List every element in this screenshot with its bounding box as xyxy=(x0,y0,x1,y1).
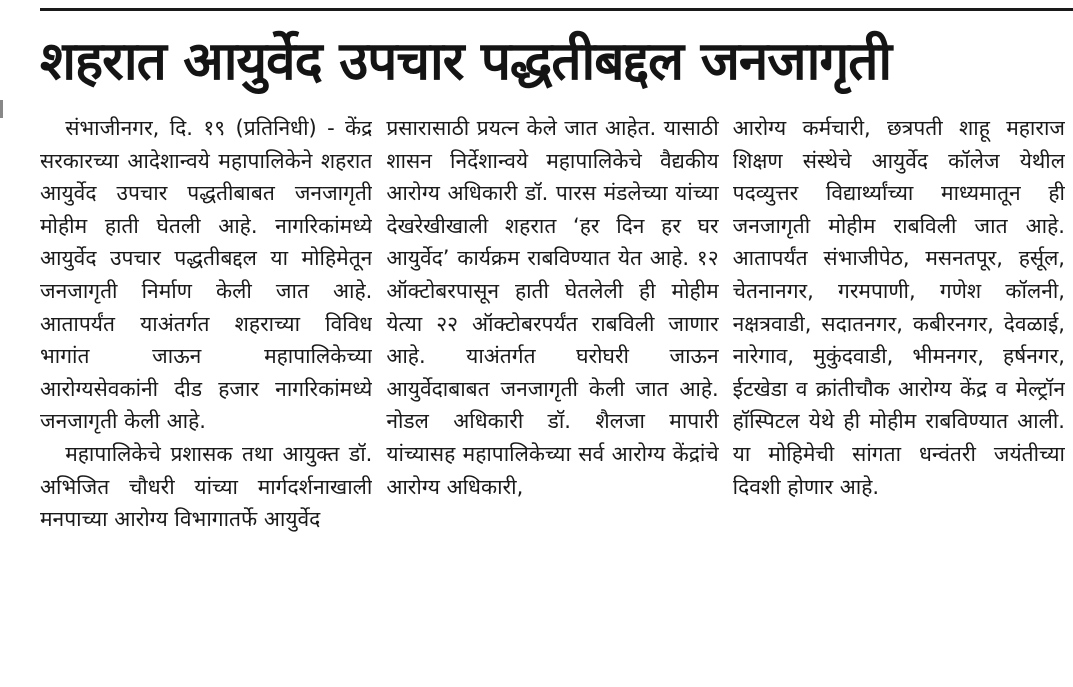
article-body xyxy=(40,112,1065,682)
column-1 xyxy=(40,112,372,682)
paragraph-4: आरोग्य कर्मचारी, छत्रपती शाहू महाराज शिक्षण संस्थेचे आयुर्वेद कॉलेज येथील पदव्युत्तर विद्यार्थ्यांच्या माध्यमातून ही जनजागृती मोहीम राबविली जात आहे. आतापर्यंत संभाजीपेठ, मसनतपूर, हर्सूल, चेतनानगर, गरमपाणी, गणेश कॉलनी, नक्षत्रवाडी, सदातनगर, कबीरनगर, देवळाई, नारेगाव, मुकुंदवाडी, भीमनगर, हर्षनगर, ईटखेडा व क्रांतीचौक आरोग्य केंद्र व मेल्ट्रॉन हॉस्पिटल येथे ही मोहीम राबविण्यात आली. या मोहिमेची सांगता धन्वंतरी जयंतीच्या दिवशी होणार आहे. xyxy=(732,116,1065,499)
paragraph-2: महापालिकेचे प्रशासक तथा आयुक्त डॉ. अभिजित चौधरी यांच्या मार्गदर्शनाखाली मनपाच्या आरोग्य विभागातर्फे आयुर्वेद xyxy=(40,441,373,532)
paragraph-3: प्रसारासाठी प्रयत्न केले जात आहेत. यासाठी शासन निर्देशान्वये महापालिकेचे वैद्यकीय आरोग्य अधिकारी डॉ. पारस मंडलेच्या यांच्या देखरेखीखाली शहरात ‘हर दिन हर घर आयुर्वेद’ कार्यक्रम राबविण्यात येत आहे. १२ ऑक्टोबरपासून हाती घेतलेली ही मोहीम येत्या २२ ऑक्टोबरपर्यंत राबविली जाणार आहे. याअंतर्गत घरोघरी जाऊन आयुर्वेदाबाबत जनजागृती केली जात आहे. नोडल अधिकारी डॉ. शैलजा मापारी यांच्यासह महापालिकेच्या सर्व आरोग्य केंद्रांचे आरोग्य अधिकारी, xyxy=(386,116,719,499)
headline: शहरात आयुर्वेद उपचार पद्धतीबद्दल जनजागृती xyxy=(40,31,892,92)
column-2 xyxy=(386,112,718,682)
top-rule xyxy=(40,8,1073,11)
column-3 xyxy=(733,112,1065,682)
page-edge-mark xyxy=(0,100,3,118)
paragraph-1: संभाजीनगर, दि. १९ (प्रतिनिधी) - केंद्र सरकारच्या आदेशान्वये महापालिकेने शहरात आयुर्वेद उपचार पद्धतीबाबत जनजागृती मोहीम हाती घेतली आहे. नागरिकांमध्ये आयुर्वेद उपचार पद्धतीबद्दल या मोहिमेतून जनजागृती निर्माण केली जात आहे. आतापर्यंत याअंतर्गत शहराच्या विविध भागांत जाऊन महापालिकेच्या आरोग्यसेवकांनी दीड हजार नागरिकांमध्ये जनजागृती केली आहे. xyxy=(40,116,373,434)
